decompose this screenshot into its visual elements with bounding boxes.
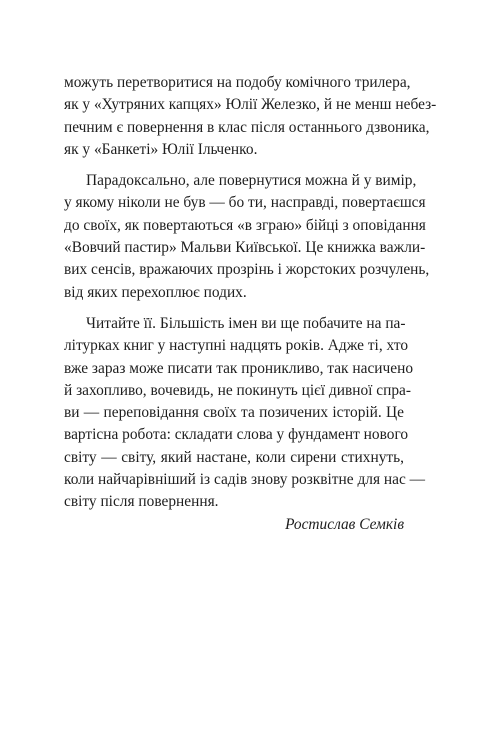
text-line: як у «Хутряних капцях» Юлії Железко, й не менш небез- (64, 96, 437, 114)
text-line: у якому ніколи не був — бо ти, насправді, повертаєшся (64, 194, 426, 212)
text-line: Парадоксально, але повернутися можна й у вимір, (86, 172, 417, 190)
text-line: вже зараз може писати так проникливо, так насичено (64, 359, 414, 377)
text-line: печним є повернення в клас після останнього дзвоника, (64, 118, 430, 136)
text-line: літурках книг у наступні надцять років. Адже ті, хто (64, 337, 409, 355)
text-line: вих сенсів, вражаючих прозрінь і жорстоких розчулень, (64, 261, 430, 279)
text-line: «Вовчий пастир» Мальви Київської. Це книжка важли- (64, 239, 426, 257)
text-line: вартісна робота: складати слова у фундамент нового (64, 426, 409, 444)
text-line: коли найчарівніший із садів знову розквітне для нас — (64, 471, 426, 489)
body-text (64, 72, 437, 536)
text-line: можуть перетворитися на подобу комічного трилера, (64, 74, 411, 91)
text-line: Читайте її. Більшість імен ви ще побачите на па- (86, 314, 406, 332)
text-line: ви — переповідання своїх та позичених історій. Це (64, 404, 404, 422)
text-line: й захопливо, вочевидь, не покинуть цієї дивної спра- (64, 381, 412, 399)
paragraph-spacer (64, 161, 404, 170)
author-signature: Ростислав Семків (285, 515, 404, 533)
text-line: до своїх, як повертаються «в зграю» бійці з оповідання (64, 216, 426, 234)
text-line: світу — світу, який настане, коли сирени стихнуть, (64, 448, 404, 466)
paragraph-spacer (64, 304, 404, 313)
text-line: від яких перехоплює подих. (64, 283, 247, 301)
text-line: як у «Банкеті» Юлії Ільченко. (64, 140, 258, 158)
text-line: світу після повернення. (64, 493, 219, 511)
